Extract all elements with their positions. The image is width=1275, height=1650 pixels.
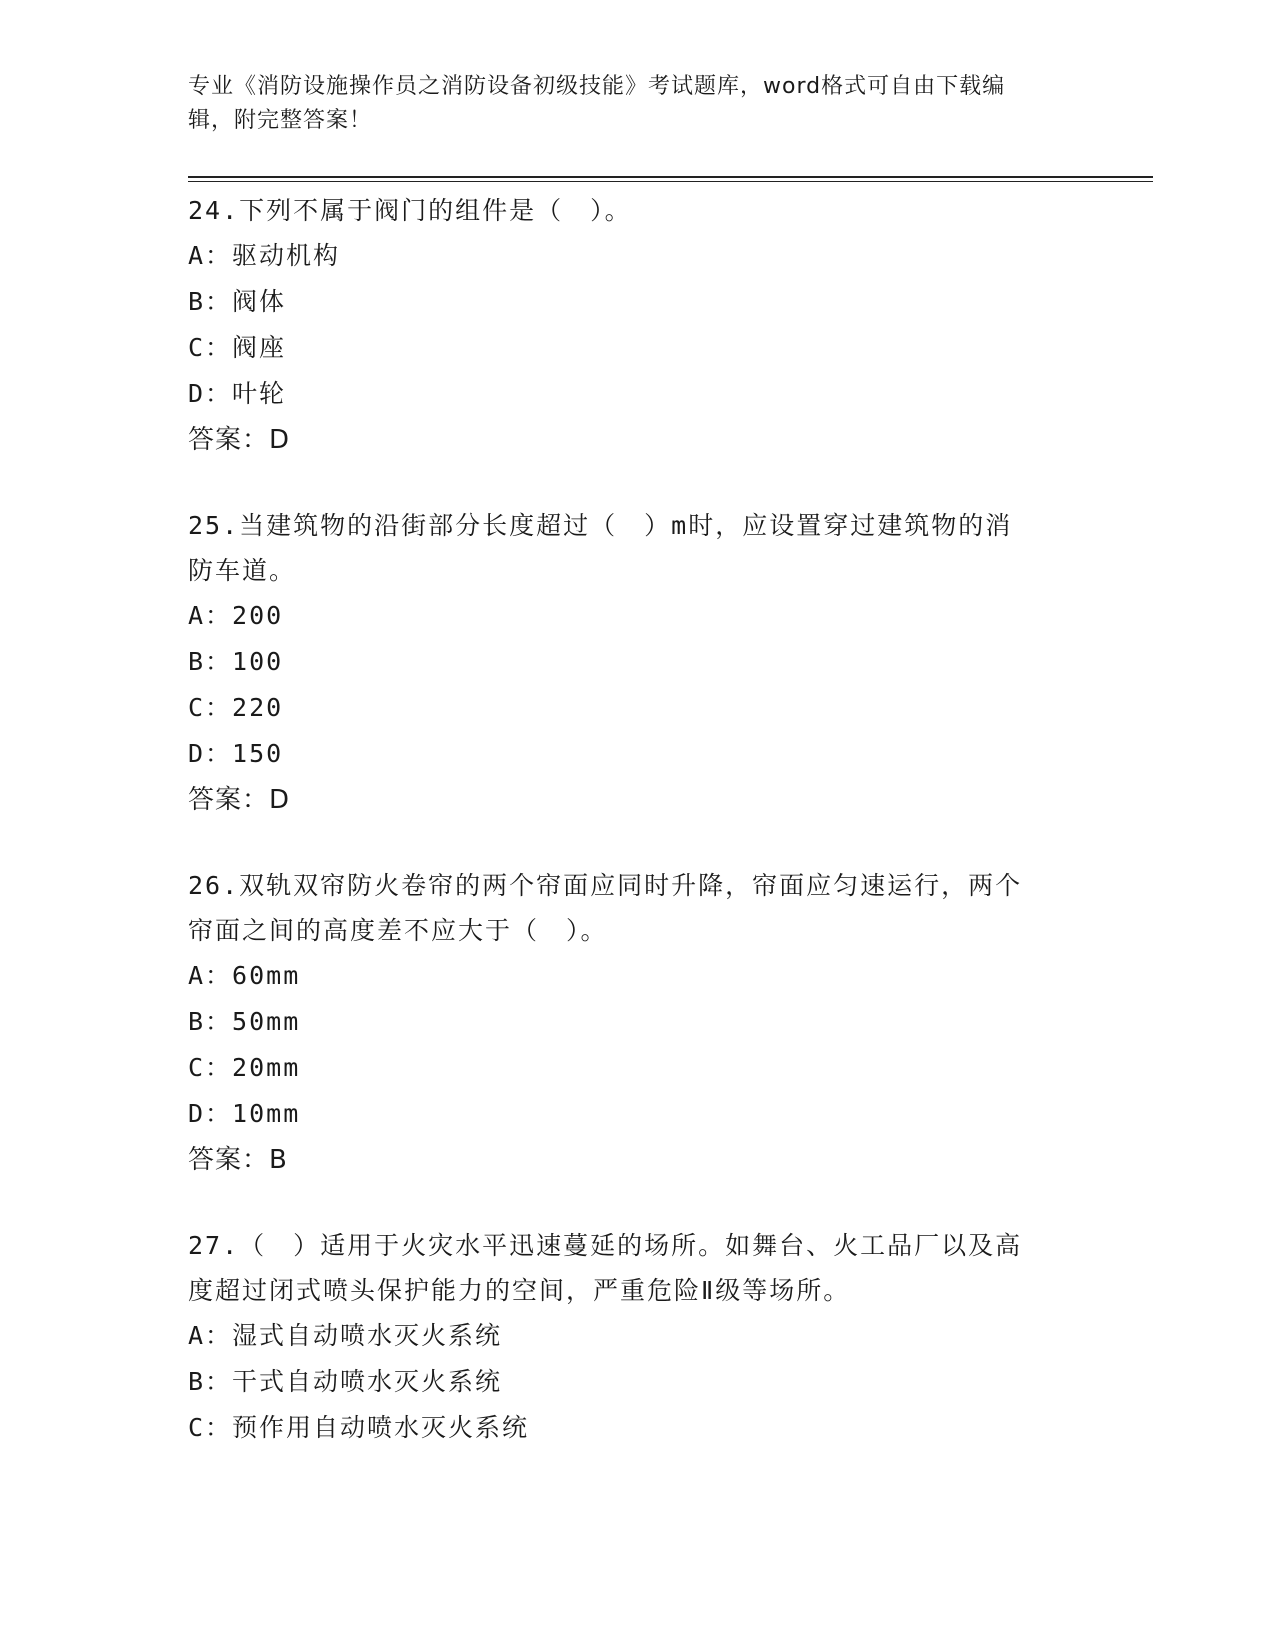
answer: 答案：B xyxy=(188,1145,288,1175)
question-stem-line-1: 26.双轨双帘防火卷帘的两个帘面应同时升降，帘面应匀速运行，两个 xyxy=(188,871,1023,900)
option-b: B：阀体 xyxy=(188,287,287,316)
question-stem-line-2: 防车道。 xyxy=(188,556,297,585)
question-stem-line-2: 帘面之间的高度差不应大于（ ）。 xyxy=(188,916,608,945)
option-d: D：150 xyxy=(188,739,284,768)
option-a: A：驱动机构 xyxy=(188,241,341,270)
question-list xyxy=(188,188,1088,1491)
option-c: C：20mm xyxy=(188,1053,301,1082)
document-header xyxy=(188,70,1078,138)
question-24 xyxy=(188,188,1088,463)
option-c: C：预作用自动喷水灭火系统 xyxy=(188,1413,530,1442)
header-title-line-2: 辑，附完整答案！ xyxy=(188,108,373,133)
header-title-line-1: 专业《消防设施操作员之消防设备初级技能》考试题库，word格式可自由下载编 xyxy=(188,74,1006,99)
answer: 答案：D xyxy=(188,785,291,815)
header-divider-top xyxy=(188,176,1153,178)
option-a: A：湿式自动喷水灭火系统 xyxy=(188,1321,503,1350)
question-stem-line-1: 25.当建筑物的沿街部分长度超过（ ）m时，应设置穿过建筑物的消 xyxy=(188,511,1013,540)
option-b: B：干式自动喷水灭火系统 xyxy=(188,1367,503,1396)
option-a: A：200 xyxy=(188,601,284,630)
option-d: D：叶轮 xyxy=(188,379,287,408)
option-b: B：50mm xyxy=(188,1007,301,1036)
option-a: A：60mm xyxy=(188,961,301,990)
question-stem: 24.下列不属于阀门的组件是（ ）。 xyxy=(188,196,632,225)
option-d: D：10mm xyxy=(188,1099,301,1128)
answer: 答案：D xyxy=(188,425,291,455)
question-26 xyxy=(188,863,1088,1183)
question-25 xyxy=(188,503,1088,823)
option-c: C：220 xyxy=(188,693,284,722)
option-b: B：100 xyxy=(188,647,284,676)
question-27 xyxy=(188,1223,1088,1451)
header-divider-bottom xyxy=(188,181,1153,182)
question-stem-line-1: 27.（ ）适用于火灾水平迅速蔓延的场所。如舞台、火工品厂以及高 xyxy=(188,1231,1023,1260)
question-stem-line-2: 度超过闭式喷头保护能力的空间，严重危险Ⅱ级等场所。 xyxy=(188,1276,851,1305)
option-c: C：阀座 xyxy=(188,333,287,362)
